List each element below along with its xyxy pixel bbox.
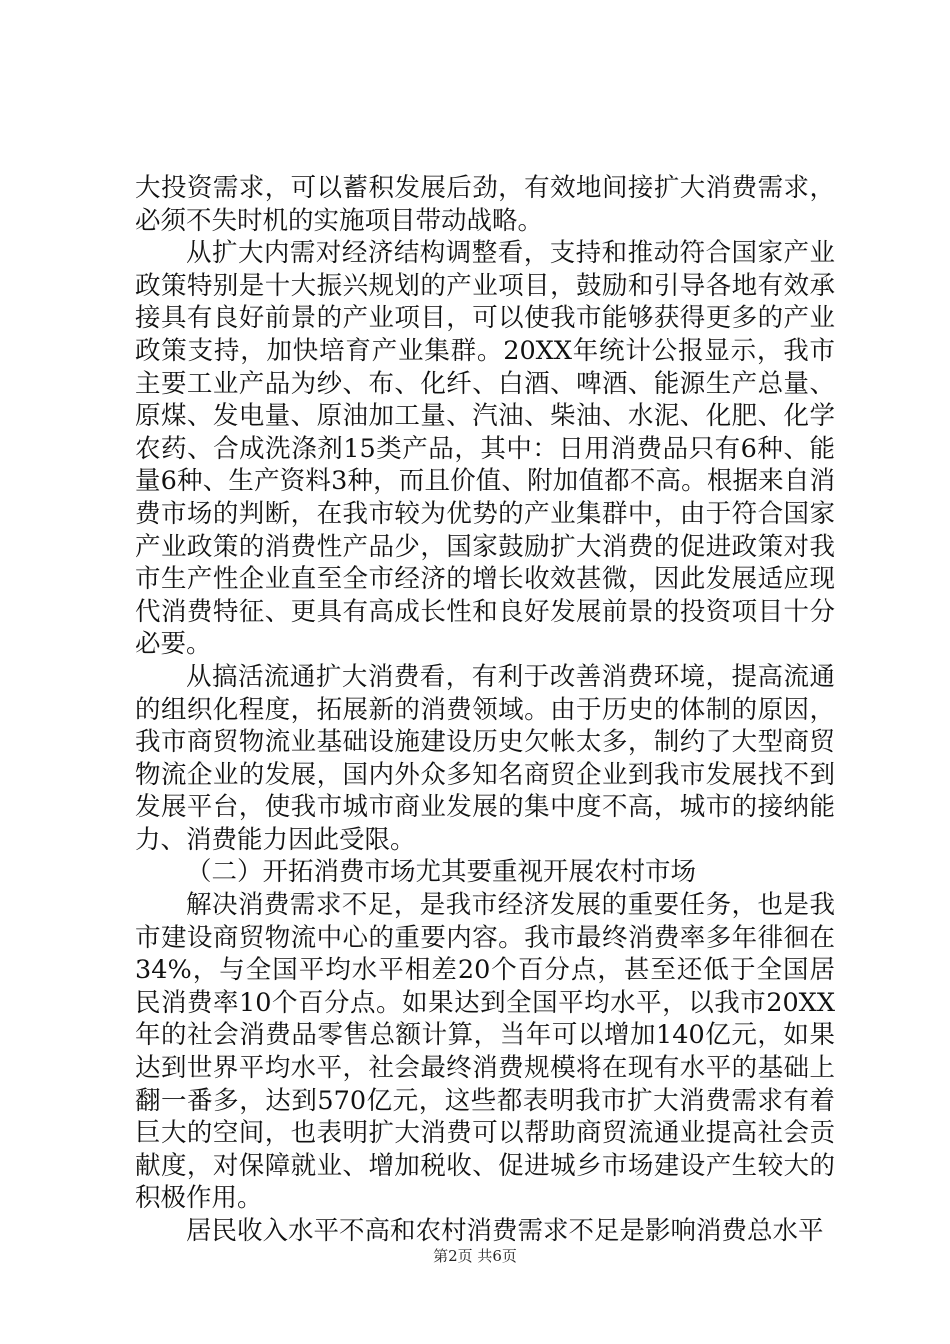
section-heading: （二）开拓消费市场尤其要重视开展农村市场 <box>186 857 697 888</box>
document-body <box>135 172 835 1248</box>
page-number-footer: 第2页 共6页 <box>433 1247 517 1265</box>
paragraph-income-level: 居民收入水平不高和农村消费需求不足是影响消费总水平 <box>186 1216 824 1246</box>
paragraph-circulation: 从搞活流通扩大消费看，有利于改善消费环境，提高流通的组织化程度，拓展新的消费领域。由于历史的体制的原因，我市商贸物流业基础设施建设历史欠帐太多，制约了大型商贸物流企业的发展，国内外众多知名商贸企业到我市发展找不到发展平台，使我市城市商业发展的集中度不高，城市的接纳能力、消费能力因此受限。 <box>135 661 835 855</box>
paragraph-continued: 大投资需求，可以蓄积发展后劲，有效地间接扩大消费需求，必须不失时机的实施项目带动战略。 <box>135 173 835 236</box>
paragraph-industry-structure: 从扩大内需对经济结构调整看，支持和推动符合国家产业政策特别是十大振兴规划的产业项目，鼓励和引导各地有效承接具有良好前景的产业项目，可以使我市能够获得更多的产业政策支持，加快培育产业集群。20XX年统计公报显示，我市主要工业产品为纱、布、化纤、白酒、啤酒、能源生产总量、原煤、发电量、原油加工量、汽油、柴油、水泥、化肥、化学农药、合成洗涤剂15类产品，其中：日用消费品只有6种、能量6种、生产资料3种，而且价值、附加值都不高。根据来自消费市场的判断，在我市较为优势的产业集群中，由于符合国家产业政策的消费性产品少，国家鼓励扩大消费的促进政策对我市生产性企业直至全市经济的增长收效甚微，因此发展适应现代消费特征、更具有高成长性和良好发展前景的投资项目十分必要。 <box>135 238 835 660</box>
paragraph-consumption-demand: 解决消费需求不足，是我市经济发展的重要任务，也是我市建设商贸物流中心的重要内容。我市最终消费率多年徘徊在34%，与全国平均水平相差20个百分点，甚至还低于全国居民消费率10个百分点。如果达到全国平均水平，以我市20XX年的社会消费品零售总额计算，当年可以增加140亿元，如果达到世界平均水平，社会最终消费规模将在现有水平的基础上翻一番多，达到570亿元，这些都表明我市扩大消费需求有着巨大的空间，也表明扩大消费可以帮助商贸流通业提高社会贡献度，对保障就业、增加税收、促进城乡市场建设产生较大的积极作用。 <box>135 890 835 1214</box>
